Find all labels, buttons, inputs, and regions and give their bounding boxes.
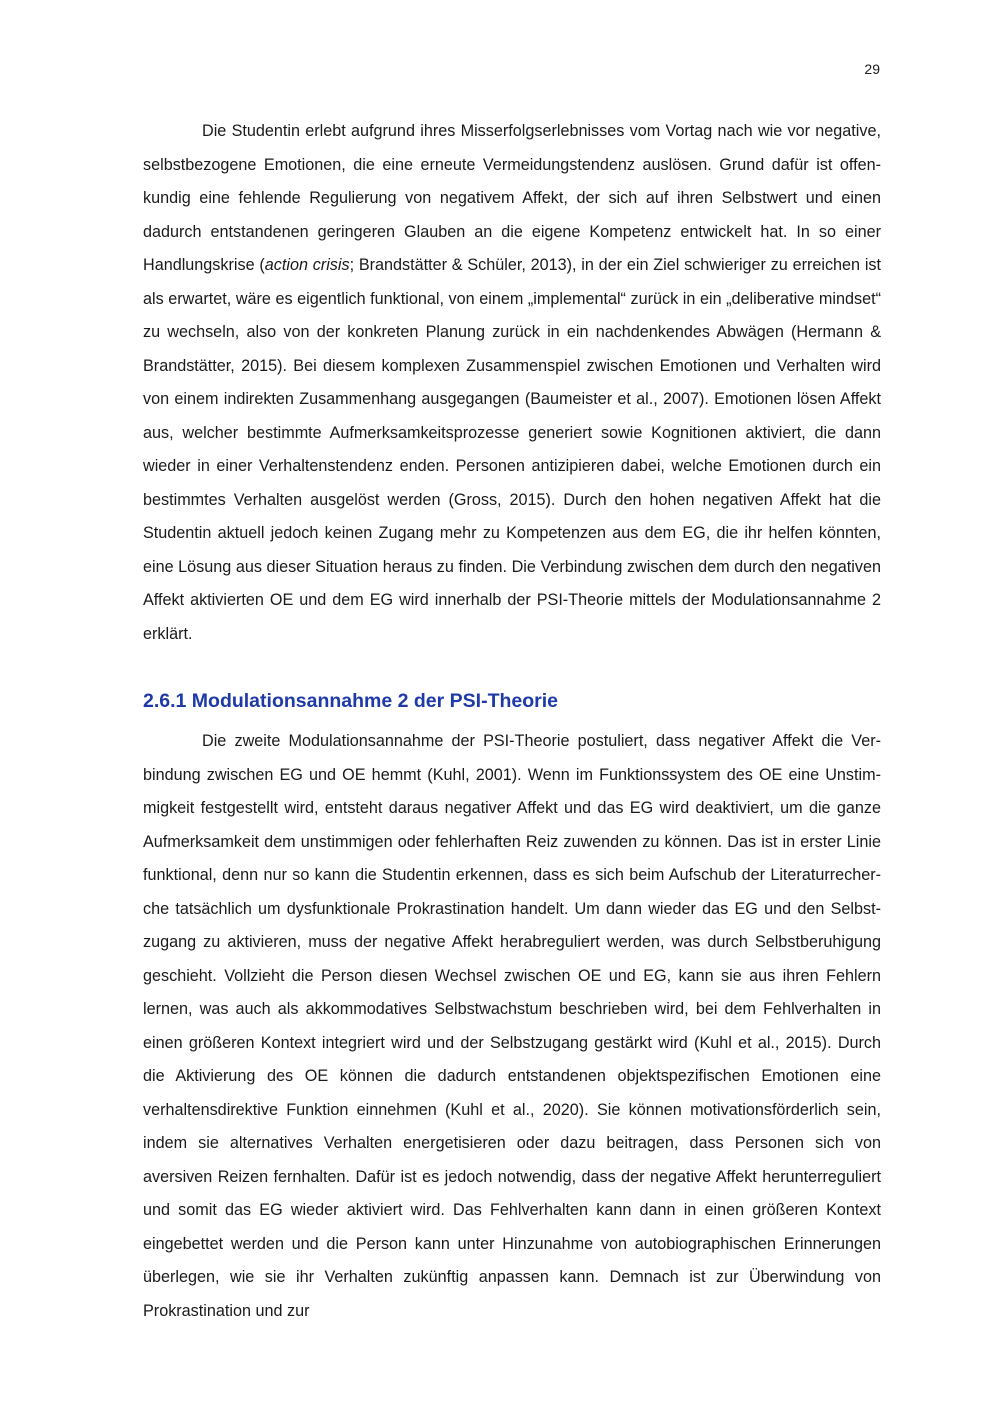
italic-term: action crisis (264, 256, 350, 274)
page-number: 29 (864, 61, 880, 77)
paragraph-text: Die Studentin erlebt aufgrund ihres Misserfolgserlebnisses vom Vortag nach wie vor negative, selbstbezogene Emotionen, die eine erneute Vermeidungstendenz auslösen. Grund dafür ist offenkundig eine fehlende Regulierung von negativem Affekt, der sich auf ihren Selbstwert und einen dadurch entstandenen geringeren Glauben an die eigene Kompetenz entwickelt hat. In so einer Handlungskrise ( (143, 122, 881, 274)
page-body (143, 115, 881, 1328)
paragraph-text-continued: ; Brandstätter & Schüler, 2013), in der ein Ziel schwieriger zu erreichen ist als erwartet, wäre es eigentlich funktional, von einem „implemental“ zurück in ein „deliberative mindset“ zu wechseln, also von der konkreten Planung zurück in ein nachdenkendes Abwägen (Hermann & Brandstätter, 2015). Bei diesem komplexen Zusammenspiel zwischen Emotionen und Verhalten wird von einem indirekten Zusammenhang ausgegangen (Baumeister et al., 2007). Emotionen lösen Affekt aus, welcher bestimmte Aufmerksamkeitsprozesse generiert sowie Kognitionen aktiviert, die dann wieder in einer Verhaltenstendenz enden. Personen antizipieren dabei, welche Emotionen durch ein bestimmtes Verhalten ausgelöst werden (Gross, 2015). Durch den hohen negativen Affekt hat die Studentin aktuell jedoch keinen Zugang mehr zu Kompetenzen aus dem EG, die ihr helfen könnten, eine Lösung aus dieser Situation heraus zu finden. Die Verbindung zwischen dem durch den negativen Affekt aktivierten OE und dem EG wird innerhalb der PSI-Theorie mittels der Modulationsannahme 2 erklärt. (143, 256, 882, 643)
body-paragraph: Die zweite Modulationsannahme der PSI-Theorie postuliert, dass negativer Affekt die Verbindung zwischen EG und OE hemmt (Kuhl, 2001). Wenn im Funktionssystem des OE eine Unstimmigkeit festgestellt wird, entsteht daraus negativer Affekt und das EG wird deaktiviert, um die ganze Aufmerksamkeit dem unstimmigen oder fehlerhaften Reiz zuwenden zu können. Das ist in erster Linie funktional, denn nur so kann die Studentin erkennen, dass es sich beim Aufschub der Literaturrecherche tatsächlich um dysfunktionale Prokrastination handelt. Um dann wieder das EG und den Selbstzugang zu aktivieren, muss der negative Affekt herabreguliert werden, was durch Selbstberuhigung geschieht. Vollzieht die Person diesen Wechsel zwischen OE und EG, kann sie aus ihren Fehlern lernen, was auch als akkommodatives Selbstwachstum beschrieben wird, bei dem Fehlverhalten in einen größeren Kontext integriert wird und der Selbstzugang gestärkt wird (Kuhl et al., 2015). Durch die Aktivierung des OE können die dadurch entstandenen objektspezifischen Emotionen eine verhaltensdirektive Funktion einnehmen (Kuhl et al., 2020). Sie können motivationsförderlich sein, indem sie alternatives Verhalten energetisieren oder dazu beitragen, dass Personen sich von aversiven Reizen fernhalten. Dafür ist es jedoch notwendig, dass der negative Affekt herunterreguliert und somit das EG wieder aktiviert wird. Das Fehlverhalten kann dann in einen größeren Kontext eingebettet werden und die Person kann unter Hinzunahme von autobiographischen Erinnerungen überlegen, wie sie ihr Verhalten zukünftig anpassen kann. Demnach ist zur Überwindung von Prokrastination und zur (143, 732, 881, 1320)
section-heading: 2.6.1 Modulationsannahme 2 der PSI-Theorie (143, 690, 559, 712)
body-paragraph (143, 115, 881, 651)
